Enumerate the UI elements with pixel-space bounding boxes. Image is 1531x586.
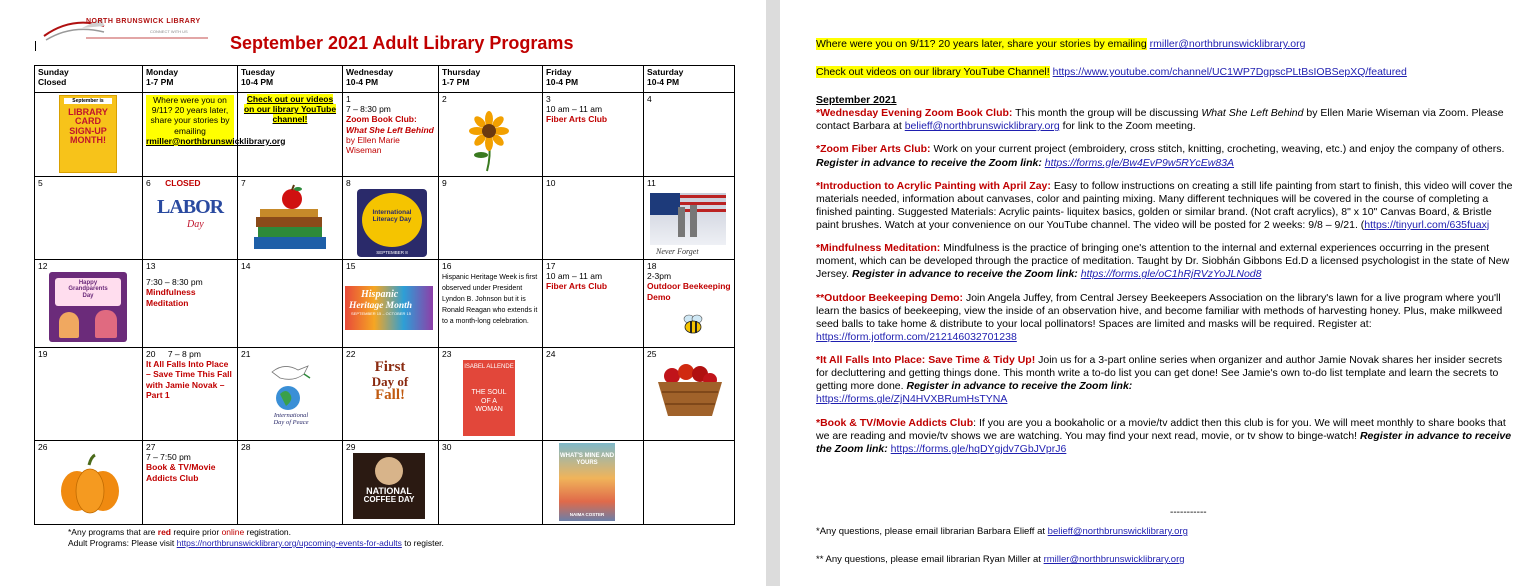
program-text: Mindfulness is the practice of bringing one's attention to the internal and external experiences occurring in the present moment, which can be developed through the practice of meditation. Taught by Dr. Siobhán Gibbons Ed.D a licensed psychologist in the state of New Jersey. <box>816 242 1510 281</box>
banner-dates: SEPTEMBER 15 – OCTOBER 15 <box>351 311 411 317</box>
calendar-cell <box>644 260 735 348</box>
ryan-contact-link[interactable]: rmiller@northbrunswicklibrary.org <box>1043 554 1185 565</box>
calendar-cell <box>238 260 343 348</box>
date-number: 13 <box>146 261 156 271</box>
calendar-cell <box>543 260 644 348</box>
day-name: Thursday <box>442 67 481 77</box>
calendar-week-row <box>35 260 735 348</box>
banner-text: Hispanic <box>361 289 399 300</box>
calendar-cell <box>644 348 735 441</box>
program-title: *Zoom Fiber Arts Club: <box>816 143 931 156</box>
date-number: 14 <box>241 261 251 271</box>
calendar-cell <box>543 348 644 441</box>
day-hours: 10-4 PM <box>647 77 680 88</box>
program-text: by Ellen Marie Wiseman via Zoom. Please contact Barbara at <box>816 107 1504 133</box>
program-title: *It All Falls Into Place: Save Time & Tidy Up! <box>816 354 1036 366</box>
card-text-line: Day of <box>371 374 409 389</box>
date-number: 28 <box>241 442 251 452</box>
labor-text: LABOR <box>157 196 224 218</box>
calendar-header-row <box>35 66 735 93</box>
date-number: 17 <box>546 261 556 271</box>
date-number: 8 <box>346 178 351 188</box>
book-author: NAIMA COSTER <box>569 511 605 517</box>
event-title: It All Falls Into Place – Save Time This Fall with Jamie Novak – Part 1 <box>146 359 232 400</box>
calendar-cell <box>143 177 238 260</box>
event-title: Fiber Arts Club <box>546 114 608 125</box>
fiber-arts-register-link[interactable]: https://forms.gle/Bw4EvP9w5RYcEw83A <box>1044 156 1235 169</box>
national-coffee-day-badge <box>353 453 425 519</box>
event-book: What She Left Behind <box>346 124 434 135</box>
day-hours: 10-4 PM <box>346 77 379 88</box>
footnote-text: Adult Programs: Please visit <box>68 538 177 549</box>
date-number: 9 <box>442 178 447 188</box>
event-time: 7 – 7:50 pm <box>146 452 191 463</box>
date-number: 25 <box>647 349 657 359</box>
highlight-box <box>241 94 339 125</box>
calendar-week-row <box>35 348 735 441</box>
calendar-week-row <box>35 93 735 177</box>
calendar-cell <box>143 441 238 525</box>
calendar-week-row <box>35 441 735 525</box>
program-title: *Book & TV/Movie Addicts Club <box>816 416 974 429</box>
event-title: Zoom Book Club: <box>346 114 417 125</box>
painting-video-link[interactable]: https://tinyurl.com/635fuaxj <box>1364 219 1490 231</box>
day-name: Friday <box>546 67 572 77</box>
date-number: 4 <box>647 94 652 104</box>
never-forget-caption: Never Forget <box>656 247 699 256</box>
date-number: 22 <box>346 349 356 359</box>
date-number: 6 <box>146 178 151 188</box>
program-title: *Wednesday Evening Zoom Book Club: <box>816 107 1013 120</box>
event-time: 7 – 8 pm <box>167 349 201 359</box>
program-list <box>816 94 1516 456</box>
calendar-table <box>34 65 735 525</box>
page-gutter <box>766 0 780 586</box>
bee-icon <box>682 314 704 334</box>
program-text: Easy to follow instructions on creating a still life painting from start to finish, this video will cover the materials needed, information about canvases, color and painting mixing. Many different techniques will be covered in the course of completing a finished painting. Suggested Materials: Acrylic paints- liquitex basics, golden or similar brand. (Not craft acrylics), 8" x 10" Canvas Board, & Bristle paint brushes. Watch at your convenience on our YouTube channel. The video will be posted for 2 weeks: 9/8 – 9/21. ( <box>816 179 1513 231</box>
day-header-friday <box>543 66 644 93</box>
labor-day-graphic <box>157 195 227 245</box>
day-hours: 10-4 PM <box>546 77 579 88</box>
calendar-cell <box>543 441 644 525</box>
cell-text: Hispanic Heritage Week is first observed under President Lyndon B. Johnson but it is Ronald Reagan who extends it to a month-long celebration. <box>442 274 538 326</box>
separator-line: ----------- <box>1170 507 1207 518</box>
calendar-week-row <box>35 177 735 260</box>
youtube-link[interactable]: Check out our videos on our library YouTube channel! <box>243 94 337 125</box>
day-header-monday <box>143 66 238 93</box>
date-number: 16 <box>442 261 452 271</box>
program-text: Join Angela Juffey, from Central Jersey Beekeepers Association on the library's lawn for a live program where you'll learn the basics of beekeeping, view the inside of an observation hive, and become familiar with methods of harvesting honey. Plus, make milkweed seed balls to take home & distribute to your local pollinators! Spaces are limited and masks will be required. Register at: <box>816 291 1503 330</box>
date-number: 15 <box>346 261 356 271</box>
register-note: Register in advance to receive the Zoom link: <box>851 268 1078 281</box>
barbara-email-link[interactable]: belieff@northbrunswicklibrary.org <box>904 120 1060 133</box>
date-number: 5 <box>38 178 43 188</box>
email-link[interactable]: rmiller@northbrunswicklibrary.org <box>146 135 286 146</box>
book-author: ISABEL ALLENDE <box>464 364 514 370</box>
closed-label: CLOSED <box>165 178 201 188</box>
contact-ryan <box>816 554 1516 566</box>
date-number: 23 <box>442 349 452 359</box>
date-number: 21 <box>241 349 251 359</box>
library-card-poster <box>59 95 117 173</box>
it-all-falls-register-link[interactable]: https://forms.gle/ZjN4HVXBRumHsTYNA <box>816 393 1008 406</box>
mindfulness-register-link[interactable]: https://forms.gle/oC1hRjRVzYoJLNod8 <box>1080 268 1262 281</box>
calendar-cell <box>35 348 143 441</box>
event-time: 7:30 – 8:30 pm <box>146 277 203 288</box>
day-header-sunday <box>35 66 143 93</box>
register-link[interactable]: https://northbrunswicklibrary.org/upcoming-events-for-adults <box>176 538 402 549</box>
sunflower-icon <box>467 111 511 173</box>
contact-barbara <box>816 526 1516 538</box>
calendar-cell <box>343 348 439 441</box>
calendar-cell <box>143 348 238 441</box>
never-forget-graphic <box>650 193 726 245</box>
program-addicts-club <box>816 417 1516 456</box>
program-mindfulness <box>816 242 1516 281</box>
day-name: Sunday <box>38 67 69 77</box>
calendar-cell <box>543 177 644 260</box>
section-heading: September 2021 <box>816 94 897 106</box>
day-name: Monday <box>146 67 179 77</box>
event-time: 10 am – 11 am <box>546 104 603 115</box>
program-book: What She Left Behind <box>1201 107 1304 120</box>
footnote-text: registration. <box>244 527 292 537</box>
card-text-line: Day <box>82 292 94 299</box>
day-hours: Closed <box>38 77 67 88</box>
youtube-paragraph <box>816 66 1516 79</box>
calendar-cell <box>343 177 439 260</box>
date-number: 2 <box>442 94 447 104</box>
program-book-club <box>816 107 1516 133</box>
page-title: September 2021 Adult Library Programs <box>230 33 574 53</box>
calendar-cell <box>343 441 439 525</box>
footnote-text: require prior <box>171 527 222 537</box>
poster-top-text: September is <box>64 98 112 104</box>
date-number: 10 <box>546 178 556 188</box>
day-hours: 1-7 PM <box>146 77 174 88</box>
book-title: WHAT'S MINE AND YOURS <box>559 453 615 467</box>
calendar-cell <box>439 177 543 260</box>
calendar-cell <box>238 441 343 525</box>
calendar-cell <box>439 260 543 348</box>
pumpkin-icon <box>55 455 125 517</box>
program-beekeeping <box>816 292 1516 345</box>
poster-text: LIBRARY CARD SIGN-UP MONTH! <box>68 107 108 146</box>
calendar-cell <box>35 260 143 348</box>
calendar-cell <box>238 177 343 260</box>
caption-line: International <box>273 412 309 419</box>
program-it-all-falls <box>816 354 1516 407</box>
program-text: Join us for a 3-part online series when organizer and author Jamie Novak shares her insider secrets for decluttering and getting things done. This month write a to-do list you can get done! See Jamie's own to-do list template and learn the secrets to getting more done. <box>816 354 1503 393</box>
calendar-cell <box>644 441 735 525</box>
calendar-cell <box>35 441 143 525</box>
date-number: 29 <box>346 442 356 452</box>
card-text-line: First <box>374 359 406 375</box>
calendar-cell <box>644 93 735 177</box>
date-number: 26 <box>38 442 48 452</box>
day-header-tuesday <box>238 66 343 93</box>
contact-text: *Any questions, please email librarian Barbara Elieff at <box>816 526 1048 537</box>
calendar-cell <box>543 93 644 177</box>
calendar-cell <box>644 177 735 260</box>
literacy-day-badge <box>357 189 427 257</box>
logo-subtext: CONNECT WITH US <box>150 29 188 34</box>
date-number: 27 <box>146 442 156 452</box>
day-text: Day <box>187 219 204 230</box>
calendar-footnote <box>68 527 444 549</box>
footnote-text: to register. <box>401 538 444 549</box>
peace-dove-globe-icon <box>264 362 316 412</box>
calendar-cell <box>343 93 439 177</box>
event-time: 10 am – 11 am <box>546 271 603 282</box>
stories-email-link[interactable]: rmiller@northbrunswicklibrary.org <box>1149 38 1306 50</box>
caption-line: Day of Peace <box>273 419 309 427</box>
highlight-box <box>146 95 286 146</box>
day-name: Wednesday <box>346 67 394 77</box>
badge-text: International Literacy Day <box>362 193 422 247</box>
text-cursor <box>35 41 36 51</box>
program-text: This month the group will be discussing <box>1012 107 1202 120</box>
event-title: Fiber Arts Club <box>546 281 608 292</box>
program-text: : If you are you a bookaholic or a movie/tv addict then this club is for you. We will meet monthly to share books that we are reading and movie/tv shows we are watching. You may find your next read, movie, or tv show to binge-watch! <box>816 416 1506 442</box>
date-number: 12 <box>38 261 48 271</box>
stories-paragraph <box>816 38 1516 51</box>
date-number: 1 <box>346 94 351 104</box>
apple-basket-icon <box>652 360 728 422</box>
calendar-cell <box>238 348 343 441</box>
badge-text: NATIONAL <box>366 486 412 496</box>
register-note: Register in advance to receive the Zoom link: <box>816 429 1512 455</box>
calendar-cell <box>35 93 143 177</box>
calendar-cell <box>238 93 343 177</box>
program-text: Work on your current project (embroidery, cross stitch, knitting, crocheting, weaving, etc.) and enjoy the company of others. <box>930 143 1505 156</box>
calendar-cell <box>439 93 543 177</box>
calendar-cell <box>343 260 439 348</box>
book-cover-whats-mine-and-yours <box>559 443 615 521</box>
program-title: *Introduction to Acrylic Painting with April Zay: <box>816 179 1051 192</box>
event-title: Book & TV/Movie Addicts Club <box>146 462 216 483</box>
calendar-cell <box>439 441 543 525</box>
books-apple-icon <box>250 187 330 253</box>
calendar-cell <box>143 260 238 348</box>
event-title: Outdoor Beekeeping Demo <box>647 281 731 302</box>
hispanic-heritage-banner <box>345 286 433 330</box>
cell-text: Where were you on 9/11? 20 years later, share your stories by emailing <box>150 95 230 136</box>
book-cover-soul-of-a-woman <box>463 360 515 436</box>
register-note: Register in advance to receive the Zoom link: <box>816 156 1042 169</box>
program-acrylic-painting <box>816 180 1516 233</box>
program-details-page <box>780 0 1531 586</box>
day-header-saturday <box>644 66 735 93</box>
date-number: 19 <box>38 349 48 359</box>
date-number: 30 <box>442 442 452 452</box>
day-hours: 10-4 PM <box>241 77 274 88</box>
day-name: Tuesday <box>241 67 275 77</box>
addicts-club-register-link[interactable]: https://forms.gle/hqDYgjdv7GbJVprJ6 <box>890 442 1067 455</box>
program-title: *Mindfulness Meditation: <box>816 242 941 255</box>
date-number: 18 <box>647 261 657 271</box>
event-title: Mindfulness Meditation <box>146 287 196 308</box>
first-day-of-fall-graphic <box>347 360 433 430</box>
date-number: 24 <box>546 349 556 359</box>
date-number: 3 <box>546 94 551 104</box>
calendar-cell <box>143 93 286 177</box>
calendar-cell <box>35 177 143 260</box>
youtube-text: Check out videos on our library YouTube Channel! <box>816 66 1050 78</box>
badge-text: COFFEE DAY <box>363 495 415 505</box>
program-text: for link to the Zoom meeting. <box>1059 120 1196 133</box>
event-author: by Ellen Marie Wiseman <box>346 134 400 155</box>
card-text-line: Grandparents <box>68 286 108 293</box>
event-time: 7 – 8:30 pm <box>346 104 391 115</box>
badge-date: SEPTEMBER 8 <box>376 249 408 255</box>
card-text-line: Happy <box>78 280 98 286</box>
grandparents-day-card <box>49 272 127 342</box>
day-name: Saturday <box>647 67 684 77</box>
banner-text: Heritage Month <box>349 301 413 311</box>
card-text-line: Fall! <box>375 387 405 403</box>
calendar-cell <box>439 348 543 441</box>
day-hours: 1-7 PM <box>442 77 470 88</box>
day-header-wednesday <box>343 66 439 93</box>
barbara-contact-link[interactable]: belieff@northbrunswicklibrary.org <box>1047 526 1188 537</box>
date-number: 20 <box>146 349 156 359</box>
stories-text: Where were you on 9/11? 20 years later, share your stories by emailing <box>816 38 1147 50</box>
footnote-online: online <box>221 527 245 537</box>
contact-text: ** Any questions, please email librarian Ryan Miller at <box>816 554 1044 565</box>
program-fiber-arts <box>816 143 1516 169</box>
footnote-text: *Any programs that are <box>68 527 158 537</box>
youtube-channel-link[interactable]: https://www.youtube.com/channel/UC1WP7DgpscPLtBsIOBSepXQ/featured <box>1052 66 1407 78</box>
program-title: **Outdoor Beekeeping Demo: <box>816 291 964 304</box>
footnote-red: red <box>157 527 171 537</box>
register-note: Register in advance to receive the Zoom link: <box>906 380 1133 393</box>
beekeeping-register-link[interactable]: https://form.jotform.com/212146032701238 <box>816 330 1017 343</box>
event-time: 2-3pm <box>647 271 672 282</box>
day-header-thursday <box>439 66 543 93</box>
logo-text: NORTH BRUNSWICK LIBRARY <box>86 18 201 25</box>
date-number: 7 <box>241 178 246 188</box>
book-title: THE SOUL OF A WOMAN <box>471 389 507 413</box>
date-number: 11 <box>647 178 656 188</box>
